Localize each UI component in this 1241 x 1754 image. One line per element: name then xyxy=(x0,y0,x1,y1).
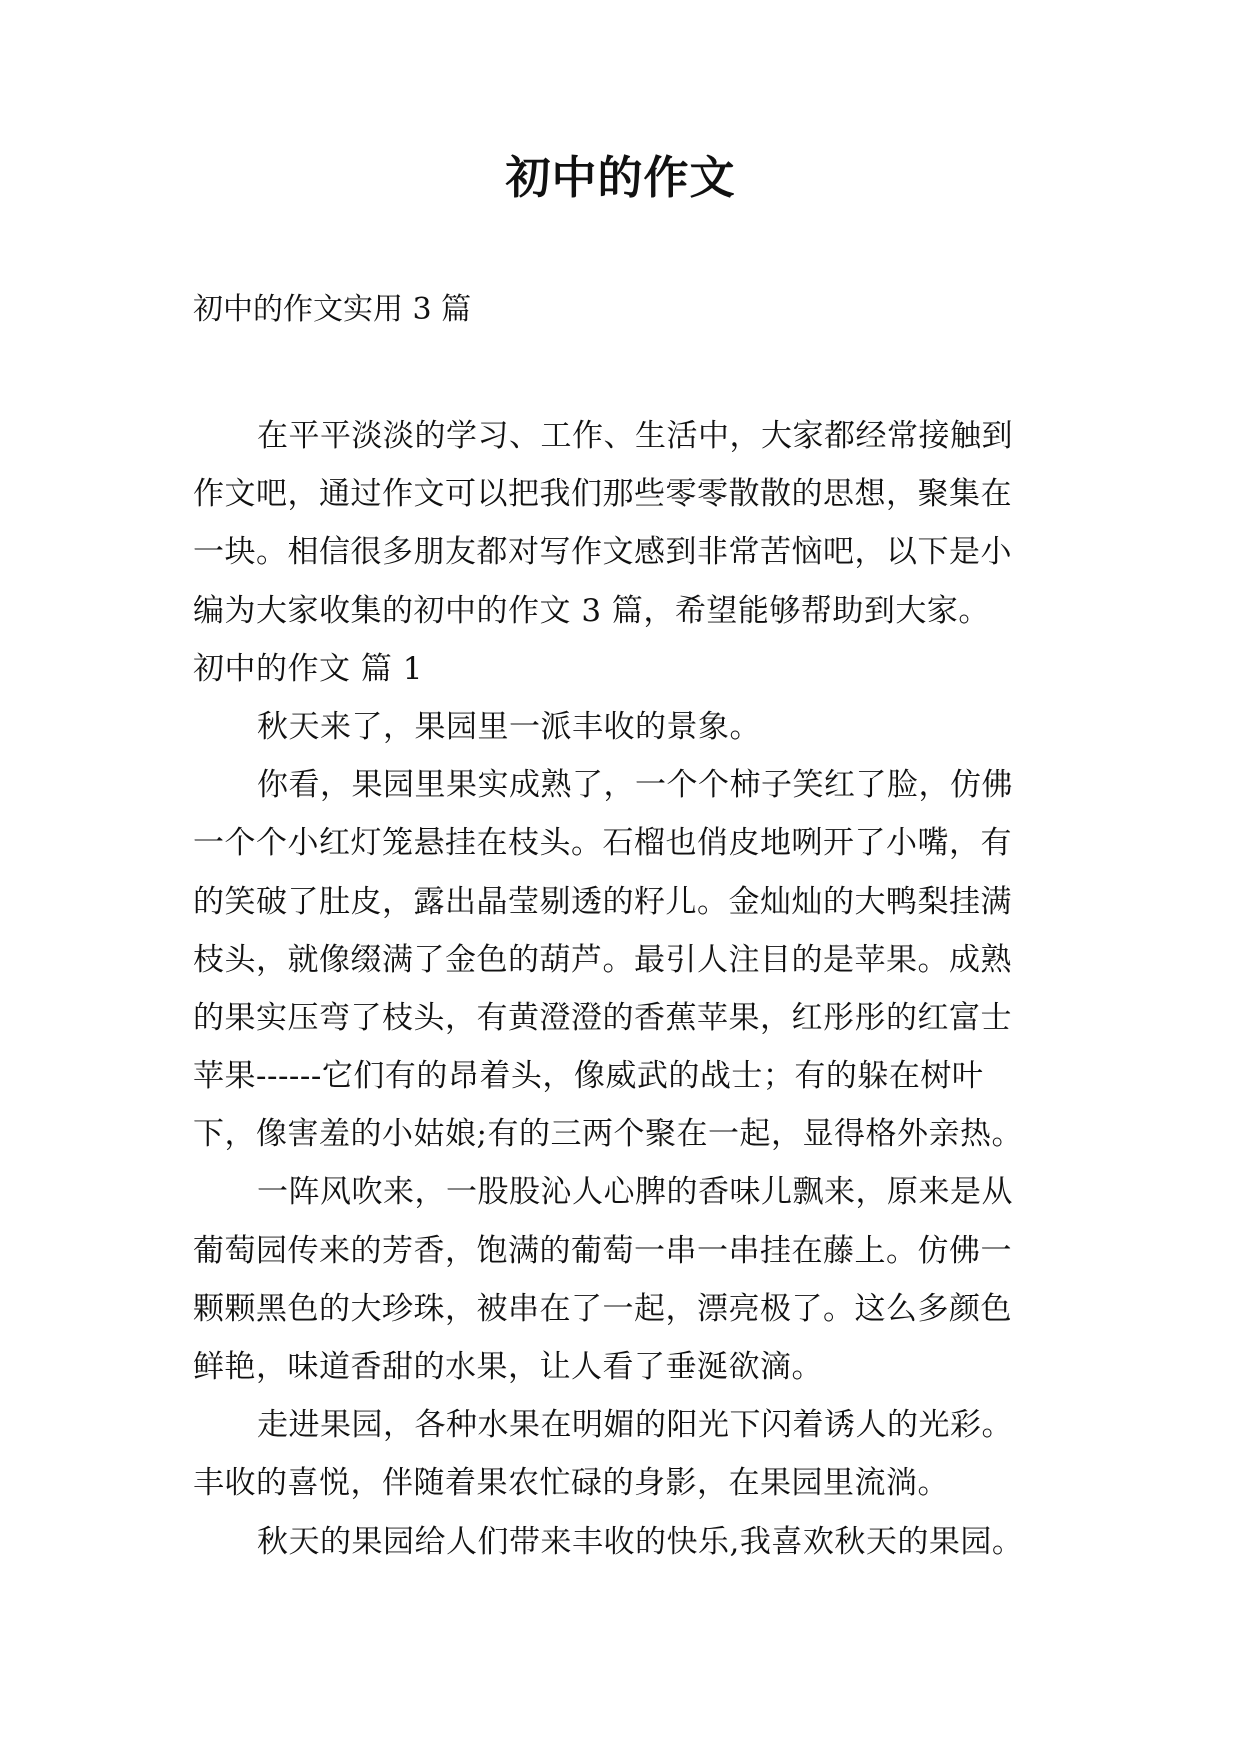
text-line: 秋天来了，果园里一派丰收的景象。 xyxy=(257,708,761,745)
text-line: 苹果------它们有的昂着头，像威武的战士；有的躲在树叶 xyxy=(193,1058,984,1095)
text-line: 编为大家收集的初中的作文 3 篇，希望能够帮助到大家。 xyxy=(193,592,990,629)
text-line: 的果实压弯了枝头，有黄澄澄的香蕉苹果，红彤彤的红富士 xyxy=(193,999,1012,1036)
text-line: 颗颗黑色的大珍珠，被串在了一起，漂亮极了。这么多颜色 xyxy=(193,1290,1012,1327)
text-line: 作文吧，通过作文可以把我们那些零零散散的思想，聚集在 xyxy=(193,476,1012,513)
text-line: 走进果园，各种水果在明媚的阳光下闪着诱人的光彩。 xyxy=(257,1407,1013,1444)
text-line: 鲜艳，味道香甜的水果，让人看了垂涎欲滴。 xyxy=(193,1349,823,1385)
text-line: 枝头，就像缀满了金色的葫芦。最引人注目的是苹果。成熟 xyxy=(193,941,1012,978)
page-title: 初中的作文 xyxy=(505,151,736,204)
text-line: 葡萄园传来的芳香，饱满的葡萄一串一串挂在藤上。仿佛一 xyxy=(193,1232,1012,1269)
text-line: 的笑破了肚皮，露出晶莹剔透的籽儿。金灿灿的大鸭梨挂满 xyxy=(193,883,1012,920)
text-line: 秋天的果园给人们带来丰收的快乐,我喜欢秋天的果园。 xyxy=(257,1523,1024,1560)
document-subtitle: 初中的作文实用 3 篇 xyxy=(193,292,472,327)
text-line: 下，像害羞的小姑娘;有的三两个聚在一起，显得格外亲热。 xyxy=(193,1116,1023,1153)
text-line: 一块。相信很多朋友都对写作文感到非常苦恼吧，以下是小 xyxy=(193,534,1012,571)
text-line: 在平平淡淡的学习、工作、生活中，大家都经常接触到 xyxy=(257,418,1013,454)
text-line: 你看，果园里果实成熟了，一个个柿子笑红了脸，仿佛 xyxy=(257,767,1013,804)
text-line: 初中的作文 篇 1 xyxy=(193,650,423,687)
text-line: 一阵风吹来，一股股沁人心脾的香味儿飘来，原来是从 xyxy=(257,1174,1013,1211)
text-line: 一个个小红灯笼悬挂在枝头。石榴也俏皮地咧开了小嘴，有 xyxy=(193,825,1012,862)
document-body xyxy=(193,407,1063,1571)
text-line: 丰收的喜悦，伴随着果农忙碌的身影，在果园里流淌。 xyxy=(193,1465,949,1502)
